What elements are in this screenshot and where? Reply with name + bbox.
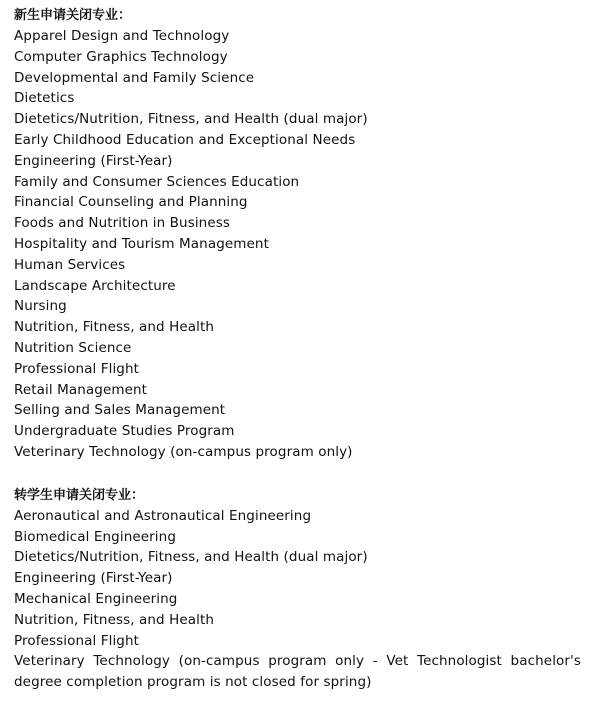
list-item: Nutrition, Fitness, and Health [14, 319, 215, 336]
list-item: Early Childhood Education and Exceptional Needs [14, 131, 356, 148]
freshman-closed-majors-section [14, 6, 589, 463]
section-heading: 转学生申请关闭专业： [14, 487, 145, 503]
list-item: Aeronautical and Astronautical Engineering [14, 507, 312, 524]
list-item: Hospitality and Tourism Management [14, 235, 269, 252]
list-item: Financial Counseling and Planning [14, 194, 248, 211]
list-item: Engineering (First-Year) [14, 152, 173, 169]
list-item: Dietetics [14, 90, 75, 107]
list-item: Landscape Architecture [14, 277, 176, 294]
list-item: Retail Management [14, 381, 148, 398]
list-item: Dietetics/Nutrition, Fitness, and Health (dual major) [14, 111, 368, 128]
list-item: Undergraduate Studies Program [14, 423, 235, 440]
list-item: Mechanical Engineering [14, 590, 178, 607]
major-list [14, 26, 589, 463]
list-item: Nutrition, Fitness, and Health [14, 611, 215, 628]
list-item: Nursing [14, 298, 67, 315]
major-list [14, 506, 589, 693]
list-item: Veterinary Technology (on-campus program only) [14, 443, 353, 460]
list-item: Human Services [14, 256, 126, 273]
list-item: Developmental and Family Science [14, 69, 255, 86]
list-item: Computer Graphics Technology [14, 48, 228, 65]
list-item: Professional Flight [14, 632, 140, 649]
list-item: Veterinary Technology (on-campus program only - Vet Technologist bachelor's degree completion program is not closed for spring) [14, 653, 581, 691]
list-item: Family and Consumer Sciences Education [14, 173, 300, 190]
list-item: Apparel Design and Technology [14, 28, 230, 44]
list-item: Professional Flight [14, 360, 140, 377]
list-item: Nutrition Science [14, 339, 132, 356]
transfer-closed-majors-section [14, 486, 589, 693]
section-heading: 新生申请关闭专业： [14, 8, 132, 23]
list-item: Dietetics/Nutrition, Fitness, and Health (dual major) [14, 549, 368, 566]
list-item: Engineering (First-Year) [14, 570, 173, 587]
list-item: Foods and Nutrition in Business [14, 215, 231, 232]
list-item: Selling and Sales Management [14, 402, 226, 419]
section-spacer [14, 463, 589, 486]
list-item: Biomedical Engineering [14, 528, 176, 545]
